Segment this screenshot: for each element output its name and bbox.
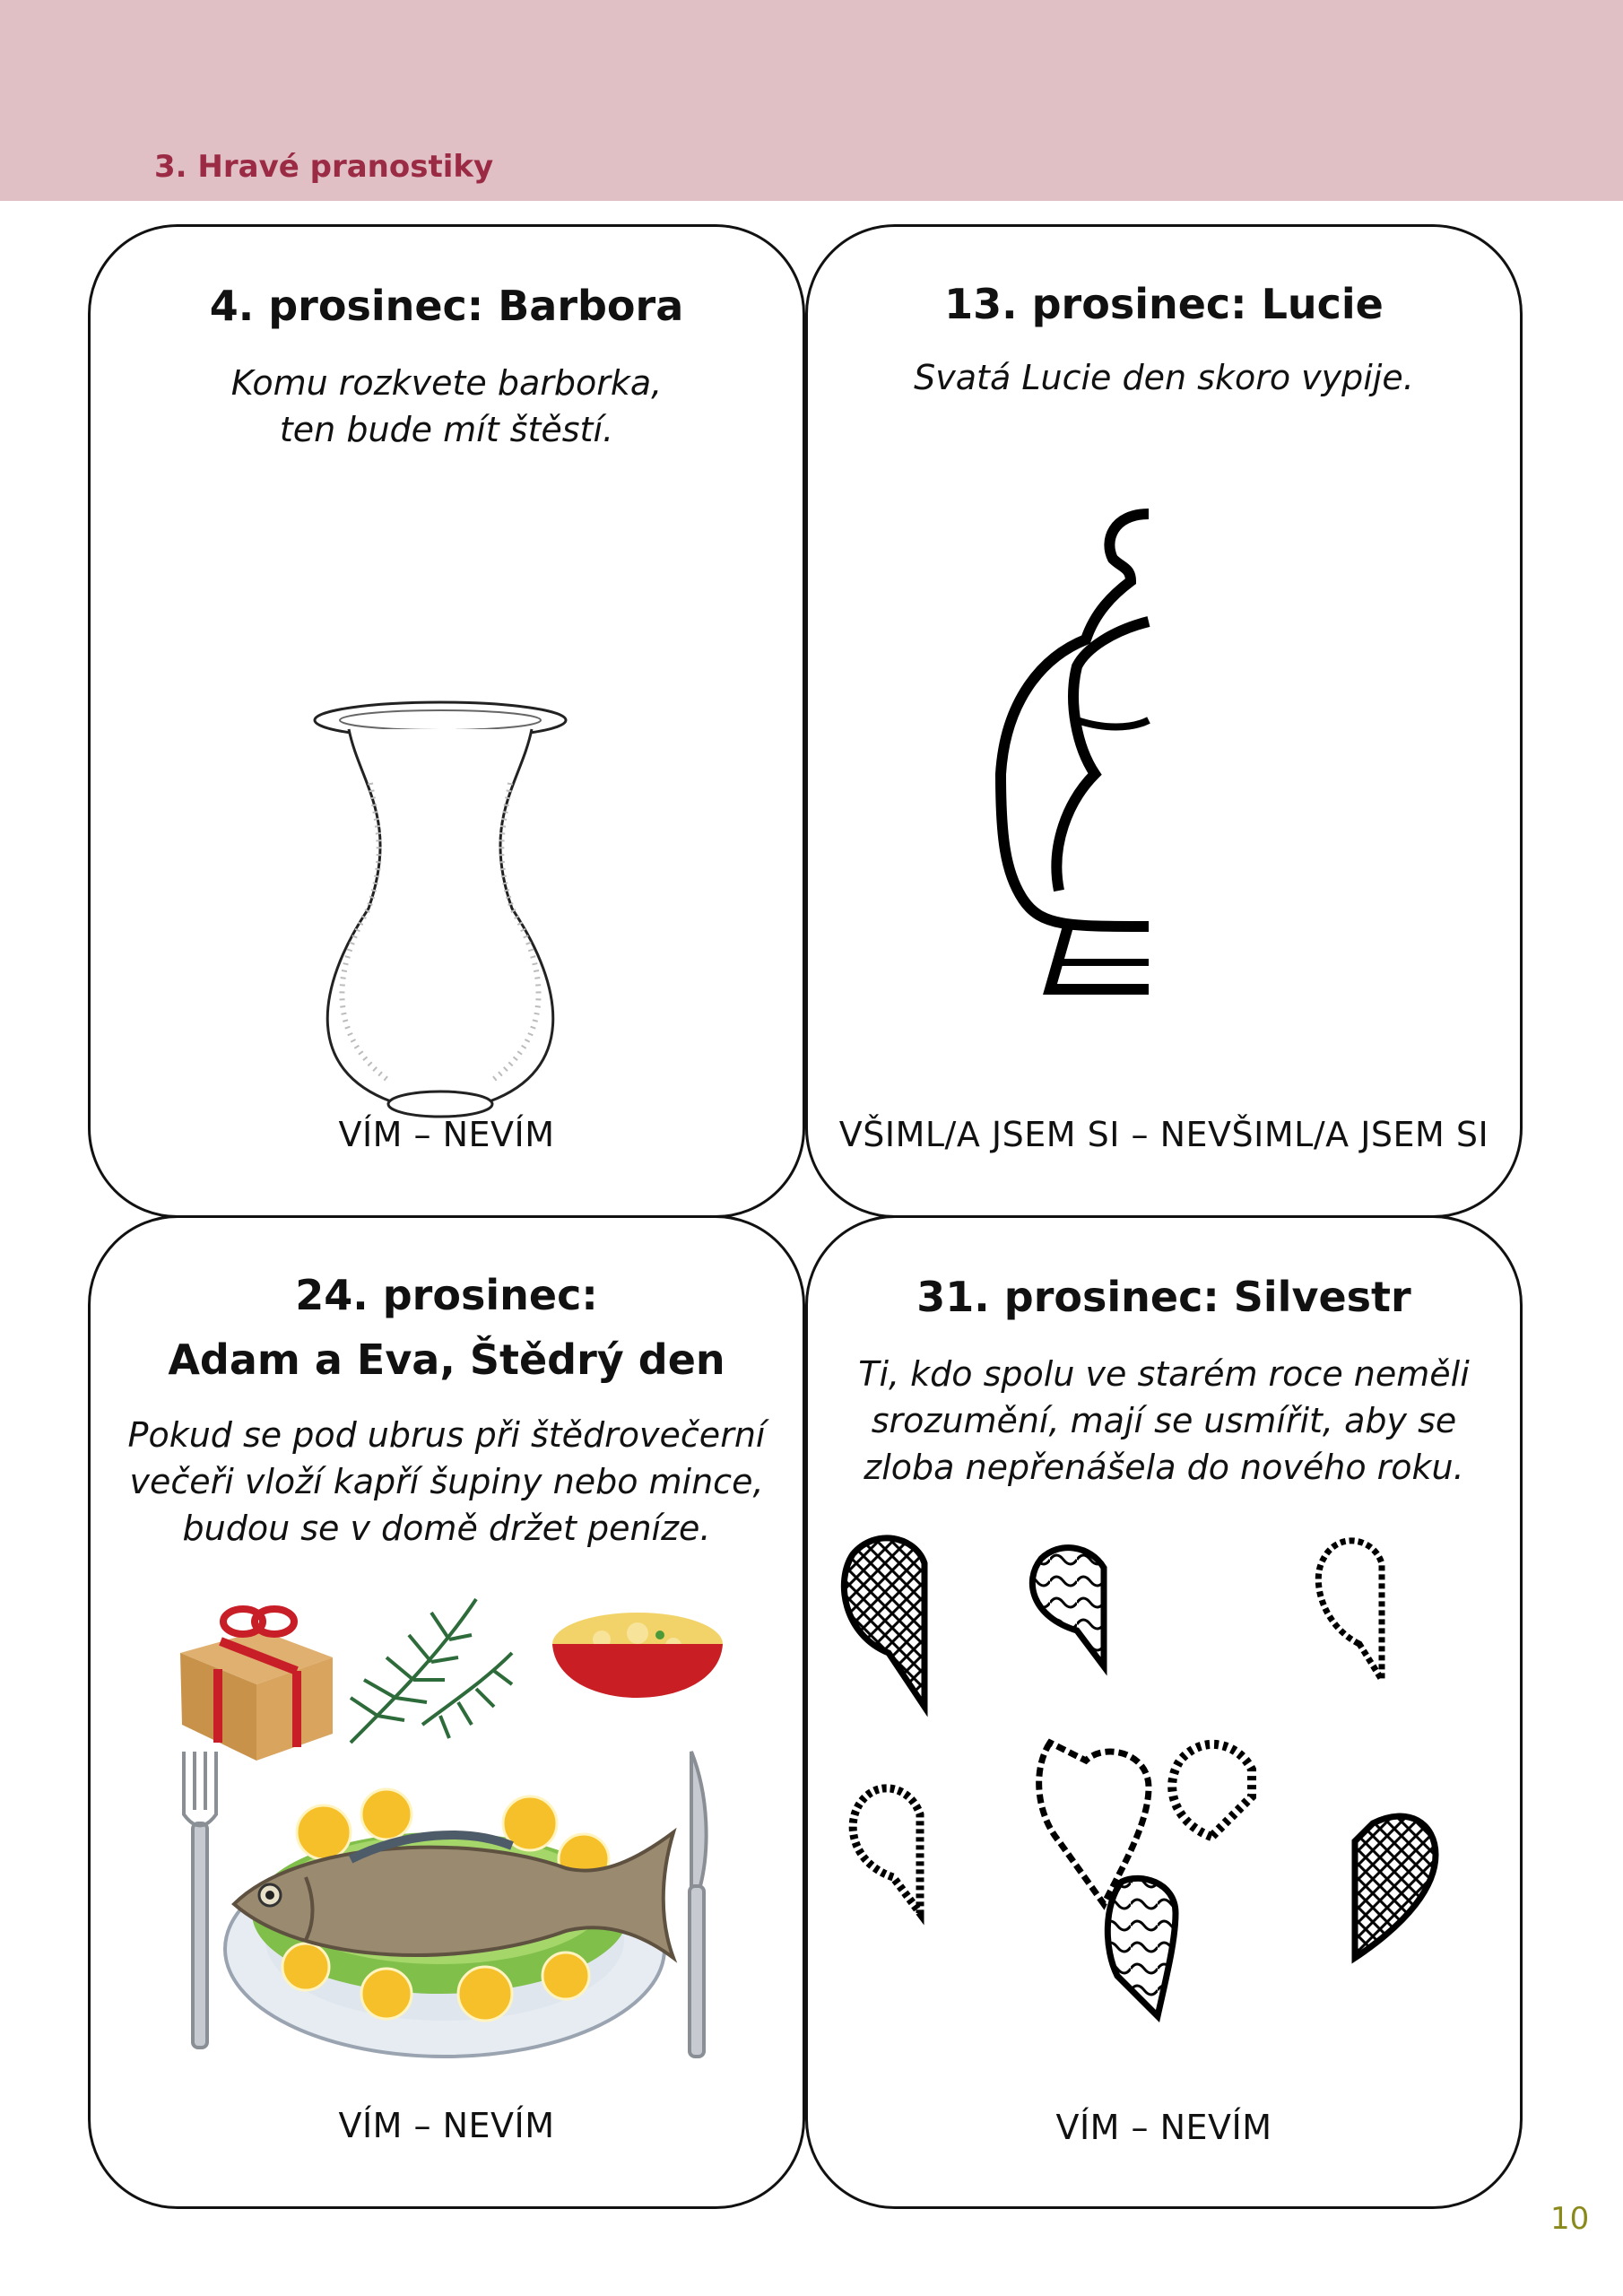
card-lucie	[805, 224, 1523, 1218]
half-silhouette-icon	[987, 505, 1167, 1007]
card-title: 4. prosinec: Barbora	[209, 282, 684, 330]
fir-branch-icon	[351, 1599, 512, 1743]
gift-box-icon	[180, 1609, 333, 1761]
card-title: 13. prosinec: Lucie	[944, 280, 1384, 328]
card-saying: Komu rozkvete barborka, ten bude mít štěstí.	[230, 363, 663, 449]
card-saying: Svatá Lucie den skoro vypije.	[914, 358, 1414, 397]
card-adam-eva	[88, 1215, 805, 2209]
potato-salad-bowl-icon	[552, 1613, 723, 1698]
card-barbora	[88, 224, 805, 1218]
christmas-dinner-icon	[171, 1590, 727, 2074]
fork-icon	[184, 1752, 216, 2048]
card-answer: VÍM – NEVÍM	[338, 2106, 555, 2145]
vase-icon	[306, 693, 575, 1142]
card-title: 31. prosinec: Silvestr	[916, 1273, 1411, 1321]
card-saying: Pokud se pod ubrus při štědrovečerní večeři vloží kapří šupiny nebo mince, budou se v domě držet peníze.	[127, 1415, 766, 1548]
card-title: 24. prosinec: Adam a Eva, Štědrý den	[168, 1271, 725, 1384]
card-answer: VÍM – NEVÍM	[338, 1115, 555, 1154]
card-answer: VÍM – NEVÍM	[1055, 2108, 1272, 2147]
card-answer: VŠIML/A JSEM SI – NEVŠIML/A JSEM SI	[838, 1115, 1489, 1154]
card-silvestr	[805, 1215, 1523, 2209]
section-title: 3. Hravé pranostiky	[154, 149, 494, 185]
knife-icon	[690, 1752, 707, 2057]
card-saying: Ti, kdo spolu ve starém roce neměli srozumění, mají se usmířit, aby se zloba nepřenášela do nového roku.	[858, 1354, 1470, 1487]
broken-hearts-icon	[835, 1527, 1480, 2030]
page-number: 10	[1550, 2201, 1590, 2237]
